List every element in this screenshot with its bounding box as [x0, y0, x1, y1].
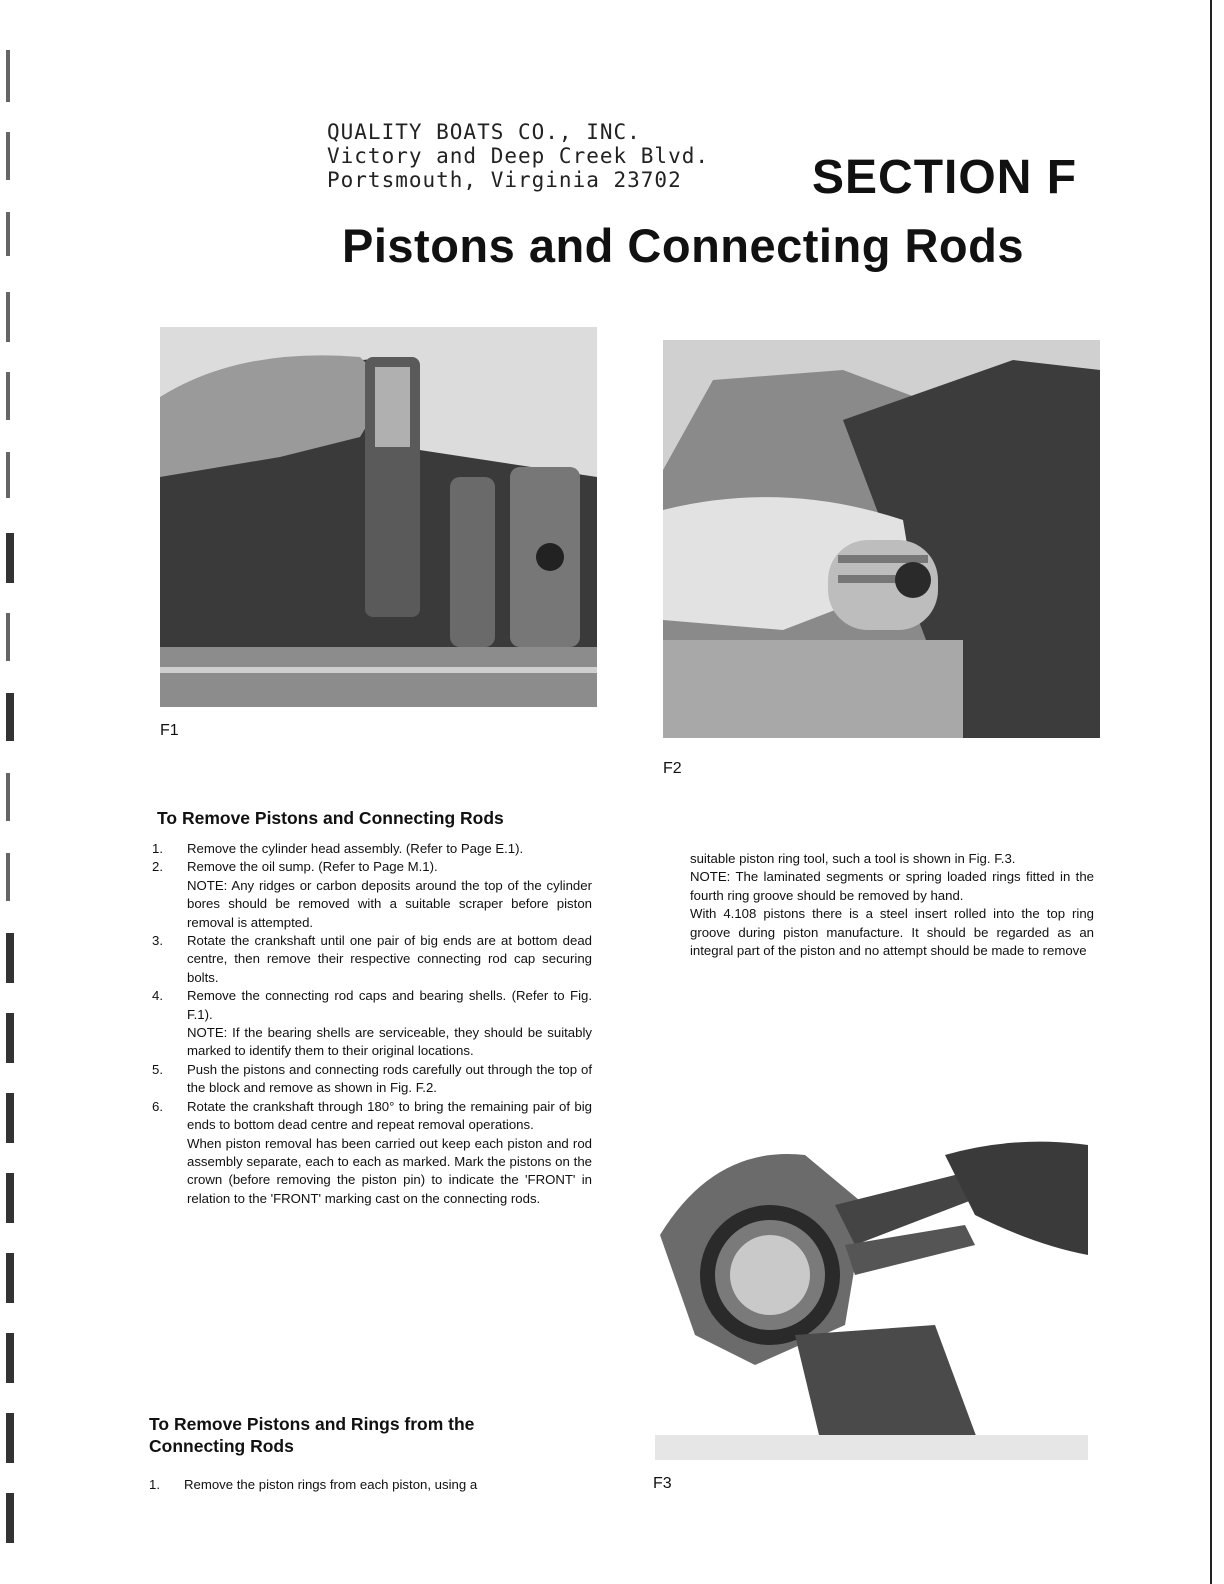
- page-title: Pistons and Connecting Rods: [342, 219, 1024, 272]
- figure-f2-label: F2: [663, 760, 682, 777]
- figure-f3-label: F3: [653, 1475, 672, 1492]
- figure-f1-label: F1: [160, 722, 179, 739]
- step-continuation: When piston removal has been carried out keep each piston and rod assembly separate, each to each as marked. Mark the pistons on the crown (before removing the piston pin) to indicate the 'FRONT' in relation to the 'FRONT' marking cast on the connecting rods.: [187, 1135, 592, 1206]
- heading-line: Connecting Rods: [149, 1436, 294, 1456]
- step-text: Remove the cylinder head assembly. (Refer to Page E.1).: [187, 841, 524, 856]
- heading-remove-pistons: To Remove Pistons and Connecting Rods: [157, 808, 504, 828]
- step-text: Rotate the crankshaft until one pair of big ends are at bottom dead centre, then remove their respective connecting rod cap securing bolts.: [187, 933, 592, 985]
- right-column-text: [690, 850, 1094, 960]
- list-item: [152, 858, 592, 932]
- step-note: NOTE: If the bearing shells are serviceable, they should be suitably marked to identify them to their original locations.: [187, 1025, 592, 1059]
- step-text: Remove the connecting rod caps and bearing shells. (Refer to Fig. F.1).: [187, 988, 592, 1022]
- heading-line: To Remove Pistons and Rings from the: [149, 1414, 475, 1434]
- step-number: 1.: [152, 841, 163, 856]
- heading-remove-rings: [149, 1413, 474, 1457]
- list-item: [152, 987, 592, 1061]
- list-item: [149, 1476, 627, 1494]
- list-item: [152, 932, 592, 987]
- company-address: [327, 120, 709, 192]
- step-number: 3.: [152, 933, 163, 949]
- figure-f3-photo: [655, 1135, 1088, 1460]
- step-number: 1.: [149, 1477, 160, 1492]
- step-number: 4.: [152, 988, 163, 1004]
- list-item: [152, 1098, 592, 1208]
- step-number: 6.: [152, 1098, 163, 1114]
- note-paragraph: NOTE: The laminated segments or spring loaded rings fitted in the fourth ring groove should be removed by hand.: [690, 869, 1094, 903]
- paragraph: suitable piston ring tool, such a tool is shown in Fig. F.3.: [690, 851, 1016, 866]
- company-city: Portsmouth, Virginia 23702: [327, 168, 682, 192]
- figure-f1-photo: [160, 327, 597, 707]
- step-text: Remove the piston rings from each piston, using a: [184, 1477, 478, 1492]
- step-text: Rotate the crankshaft through 180° to bring the remaining pair of big ends to bottom dead centre and repeat removal operations.: [187, 1098, 592, 1133]
- list-item: [152, 840, 592, 858]
- list-item: [152, 1061, 592, 1098]
- section-label: SECTION F: [812, 151, 1078, 204]
- step-text: Push the pistons and connecting rods carefully out through the top of the block and remove as shown in Fig. F.2.: [187, 1061, 592, 1096]
- removal-steps-list: [152, 840, 592, 1208]
- paragraph: With 4.108 pistons there is a steel insert rolled into the top ring groove during piston manufacture. It should be regarded as an integral part of the piston and no attempt should be made to remove: [690, 906, 1094, 959]
- page-edge-line: [1210, 0, 1212, 1584]
- step-text: Remove the oil sump. (Refer to Page M.1).: [187, 859, 438, 875]
- step-number: 2.: [152, 859, 163, 875]
- step-note: NOTE: Any ridges or carbon deposits around the top of the cylinder bores should be removed with a suitable scraper before piston removal is attempted.: [187, 877, 592, 930]
- figure-f2-photo: [663, 340, 1100, 738]
- step-number: 5.: [152, 1061, 163, 1077]
- company-name: QUALITY BOATS CO., INC.: [327, 120, 641, 144]
- company-street: Victory and Deep Creek Blvd.: [327, 144, 710, 168]
